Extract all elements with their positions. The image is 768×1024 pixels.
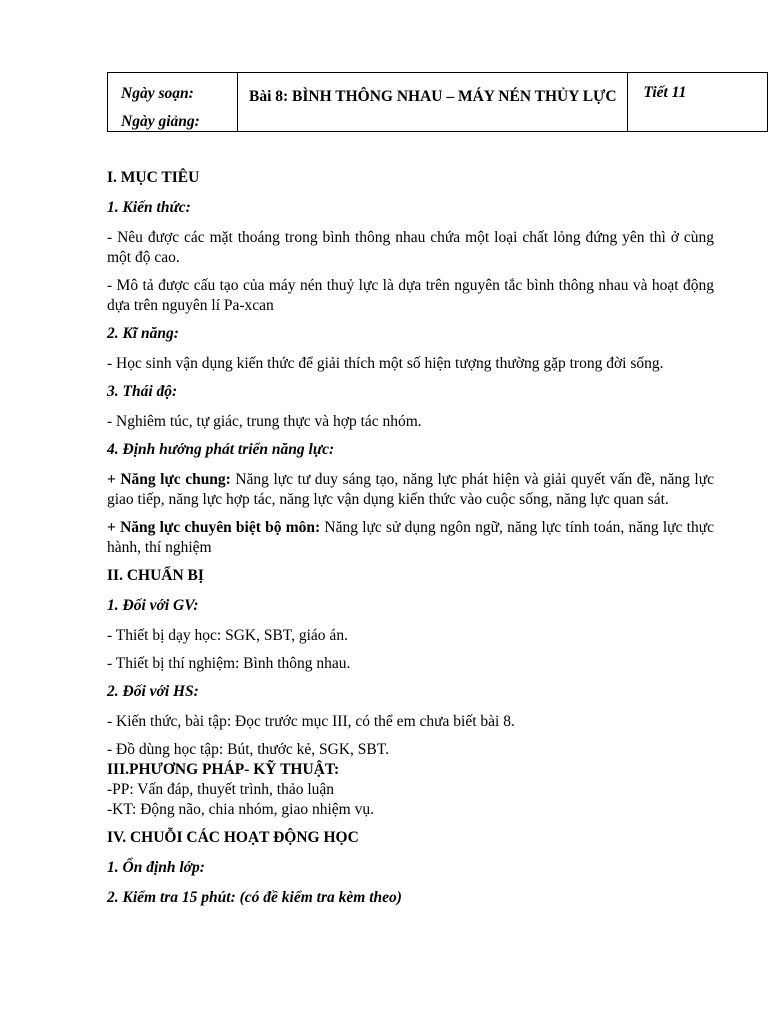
lesson-header-table <box>107 72 768 132</box>
inline-label: + Năng lực chuyên biệt bộ môn: <box>107 519 321 536</box>
paragraph: - Đồ dùng học tập: Bút, thước kẻ, SGK, SBT. <box>107 741 389 758</box>
inline-text: Năng lực sử dụng ngôn ngữ, năng lực tính toán, năng lực thực hành, thí nghiệm <box>107 519 714 556</box>
subsection-heading: 1. Ổn định lớp: <box>107 859 205 876</box>
paragraph: -PP: Vấn đáp, thuyết trình, thảo luận <box>107 781 335 798</box>
lesson-content <box>107 168 714 918</box>
subsection-heading: 4. Định hướng phát triển năng lực: <box>107 441 335 458</box>
inline-text: Năng lực tư duy sáng tạo, năng lực phát hiện và giải quyết vấn đề, năng lực giao tiếp, năng lực hợp tác, năng lực vận dụng kiến thức vào cuộc sống, năng lực quan sát. <box>107 471 714 508</box>
paragraph <box>107 518 714 558</box>
paragraph <box>107 470 714 510</box>
period-label: Tiết 11 <box>643 84 687 101</box>
teach-date-label: Ngày giảng: <box>121 113 200 130</box>
paragraph: - Kiến thức, bài tập: Đọc trước mục III, có thể em chưa biết bài 8. <box>107 713 515 730</box>
paragraph: -KT: Động não, chia nhóm, giao nhiệm vụ. <box>107 801 374 818</box>
paragraph: - Nghiêm túc, tự giác, trung thực và hợp tác nhóm. <box>107 413 422 430</box>
paragraph: - Học sinh vận dụng kiến thức để giải thích một số hiện tượng thường gặp trong đời sống. <box>107 355 664 372</box>
subsection-heading: 2. Kĩ năng: <box>107 325 179 342</box>
title-cell <box>238 73 628 132</box>
inline-label: + Năng lực chung: <box>107 471 231 488</box>
subsection-heading: 1. Đối với GV: <box>107 597 199 614</box>
subsection-heading: 3. Thái độ: <box>107 383 178 400</box>
lesson-title: Bài 8: BÌNH THÔNG NHAU – MÁY NÉN THỦY LỰC <box>248 88 617 105</box>
prep-date-label: Ngày soạn: <box>121 85 194 102</box>
paragraph: - Mô tả được cấu tạo của máy nén thuỷ lực là dựa trên nguyên tắc bình thông nhau và hoạt động dựa trên nguyên lí Pa-xcan <box>107 277 714 314</box>
period-cell <box>628 73 768 132</box>
date-cell <box>108 73 238 132</box>
paragraph: - Thiết bị dạy học: SGK, SBT, giáo án. <box>107 627 348 644</box>
section-heading: III.PHƯƠNG PHÁP- KỸ THUẬT: <box>107 761 340 778</box>
paragraph: - Thiết bị thí nghiệm: Bình thông nhau. <box>107 655 351 672</box>
section-heading: IV. CHUỖI CÁC HOẠT ĐỘNG HỌC <box>107 829 359 846</box>
subsection-heading: 2. Đối với HS: <box>107 683 199 700</box>
paragraph: - Nêu được các mặt thoáng trong bình thông nhau chứa một loại chất lỏng đứng yên thì ở cùng một độ cao. <box>107 229 714 266</box>
section-heading: I. MỤC TIÊU <box>107 169 200 186</box>
subsection-heading: 1. Kiến thức: <box>107 199 191 216</box>
subsection-heading: 2. Kiểm tra 15 phút: (có đề kiểm tra kèm theo) <box>107 889 402 906</box>
section-heading: II. CHUẨN BỊ <box>107 567 204 584</box>
